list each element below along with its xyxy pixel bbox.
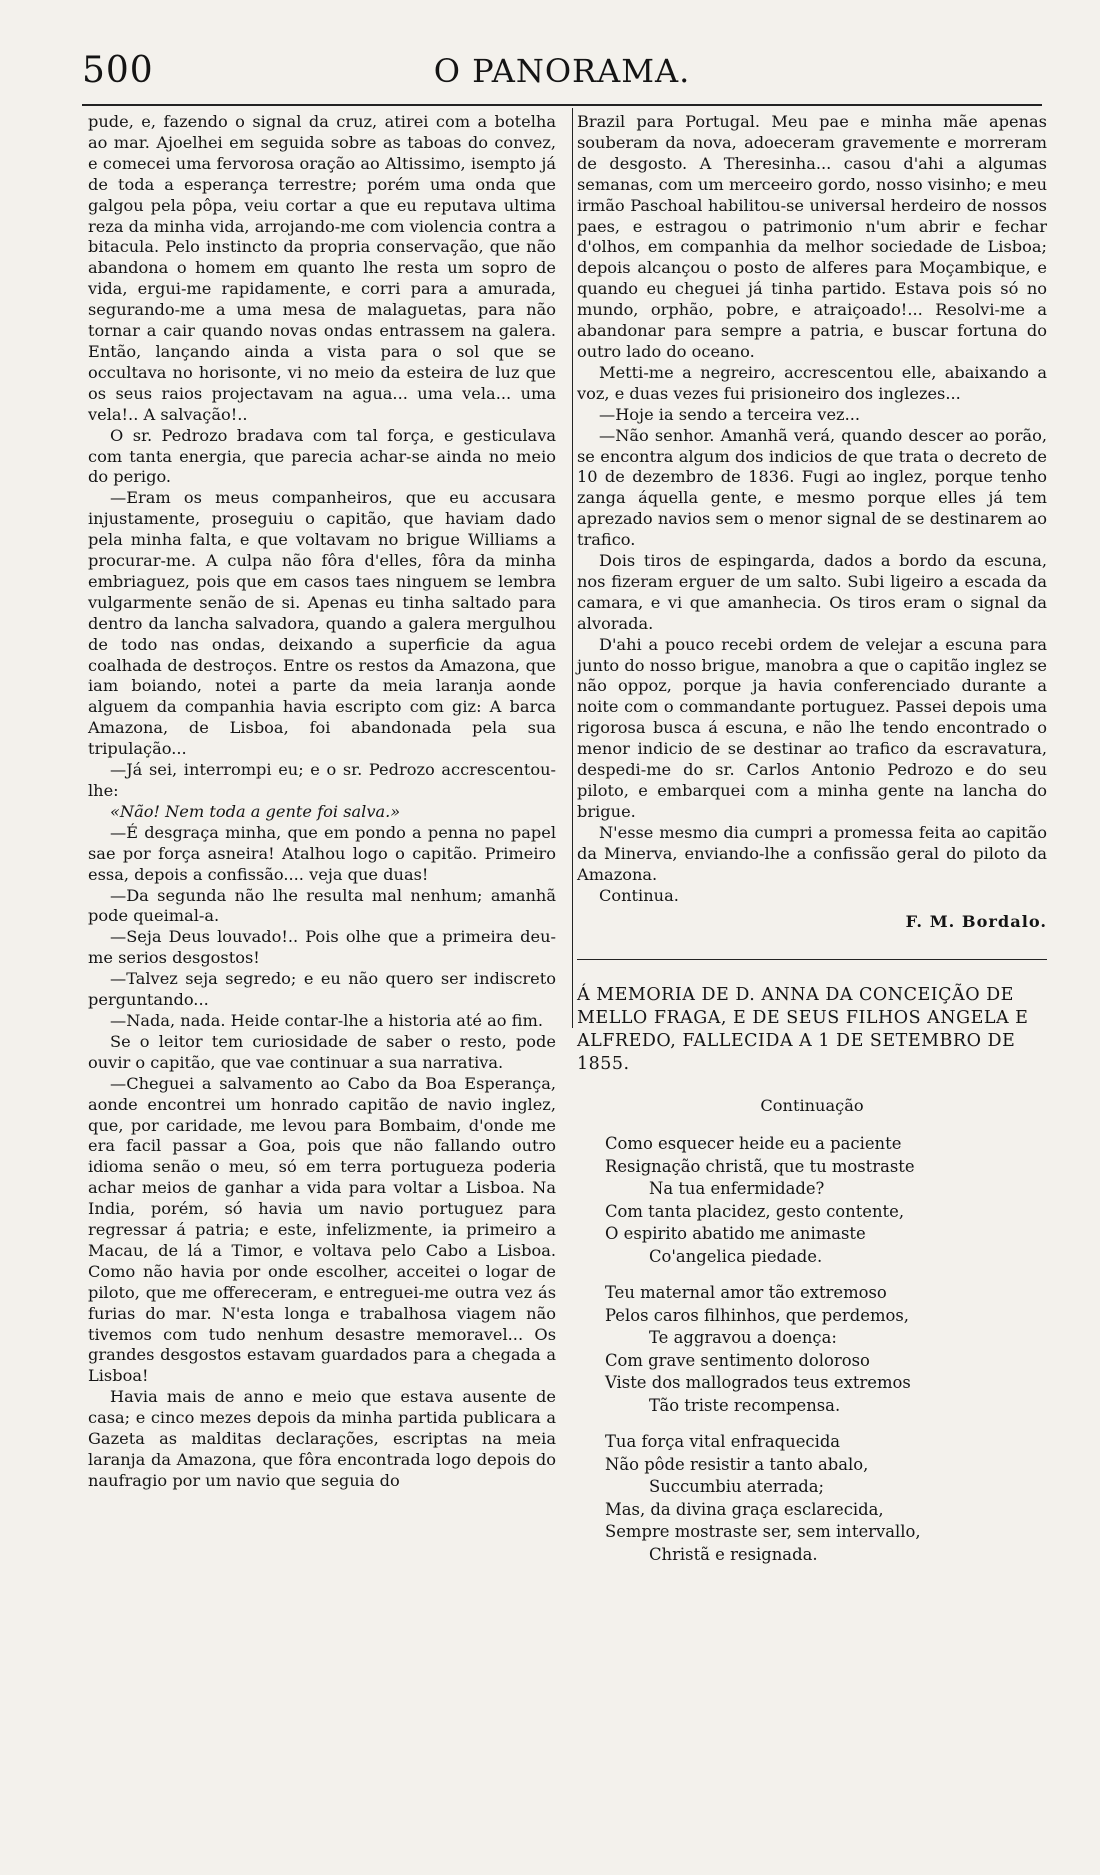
poem-line: Viste dos mallogrados teus extremos [605, 1373, 911, 1393]
poem-line: Resignação christã, que tu mostraste [605, 1156, 915, 1176]
poem-line: Christã e resignada. [649, 1544, 818, 1564]
paragraph: Metti-me a negreiro, accrescentou elle, abaixando a voz, e duas vezes fui prisioneiro dos inglezes... [577, 362, 1047, 403]
poem-line: Como esquecer heide eu a paciente [605, 1134, 902, 1154]
poem-stanza [605, 1282, 1047, 1417]
paragraph: D'ahi a pouco recebi ordem de velejar a escuna para junto do nosso brigue, manobra a que o capitão inglez se não oppoz, porque ja havia conferenciado durante a noite com o commandante portuguez. Passei depois uma rigorosa busca á escuna, e não lhe tendo encontrado o menor indicio de se destinar ao trafico da escravatura, despedi-me do sr. Carlos Antonio Pedrozo e do seu piloto, e embarquei com a minha gente na lancha do brigue. [577, 634, 1047, 821]
paragraph: —Eram os meus companheiros, que eu accusara injustamente, proseguiu o capitão, que haviam dado pela minha falta, e que voltavam no brigue Williams a procurar-me. A culpa não fôra d'elles, fôra da minha embriaguez, pois que em casos taes ninguem se lembra vulgarmente senão de si. Apenas eu tinha saltado para dentro da lancha salvadora, quando a galera mergulhou de todo nas ondas, deixando a superficie da agua coalhada de destroços. Entre os restos da Amazona, que iam boiando, notei a parte da meia laranja aonde alguem da companhia havia escripto com giz: A barca Amazona, de Lisboa, foi abandonada pela sua tripulação... [88, 488, 556, 759]
paragraph: —Já sei, interrompi eu; e o sr. Pedrozo accrescentou-lhe: [88, 760, 556, 800]
paragraph: pude, e, fazendo o signal da cruz, atirei com a botelha ao mar. Ajoelhei em seguida sobre as taboas do convez, e comecei uma fervorosa oração ao Altissimo, isempto já de toda a esperança terrestre; porém uma onda que galgou pela pôpa, veiu cortar a que eu reputava ultima reza da minha vida, arrojando-me com violencia contra a bitacula. Pelo instincto da propria conservação, que não abandona o homem em quanto lhe resta um sopro de vida, ergui-me rapidamente, e corri para a amurada, segurando-me a uma mesa de malaguetas, para não tornar a cair quando novas ondas entrassem na galera. Então, lançando ainda a vista para o sol que se occultava no horisonte, vi no meio da esteira de luz que os seus raios projectavam na agua... uma vela... uma vela!.. A salvação!.. [88, 112, 556, 424]
paragraph: Brazil para Portugal. Meu pae e minha mãe apenas souberam da nova, adoeceram gravemente e morreram de desgosto. A Theresinha... casou d'ahi a algumas semanas, com um merceeiro gordo, nosso visinho; e meu irmão Paschoal habilitou-se universal herdeiro de nossos paes, e estragou o patrimonio n'um abrir e fechar d'olhos, em companhia da melhor sociedade de Lisboa; depois alcançou o posto de alferes para Moçambique, e quando eu cheguei já tinha partido. Estava pois só no mundo, orphão, pobre, e atraiçoado!... Resolvi-me a abandonar para sempre a patria, e buscar fortuna do outro lado do oceano. [577, 112, 1047, 361]
poem-stanza [605, 1133, 1047, 1268]
poem-line: Pelos caros filhinhos, que perdemos, [605, 1305, 909, 1325]
paragraph: —Da segunda não lhe resulta mal nenhum; amanhã pode queimal-a. [88, 885, 556, 926]
poem-line: Tão triste recompensa. [649, 1395, 841, 1415]
poem-line: Sempre mostraste ser, sem intervallo, [605, 1522, 921, 1542]
paragraph: —Hoje ia sendo a terceira vez... [599, 404, 860, 424]
paragraph: Se o leitor tem curiosidade de saber o resto, pode ouvir o capitão, que vae continuar a sua narrativa. [88, 1031, 556, 1072]
paragraph: —Talvez seja segredo; e eu não quero ser indiscreto perguntando... [88, 969, 556, 1010]
poem-line: Co'angelica piedade. [649, 1246, 823, 1266]
paragraph: —Nada, nada. Heide contar-lhe a historia até ao fim. [110, 1010, 543, 1030]
publication-title: O PANORAMA. [433, 52, 691, 90]
poem-line: Na tua enfermidade? [649, 1179, 825, 1199]
poem-line: Mas, da divina graça esclarecida, [605, 1499, 884, 1519]
paragraph: O sr. Pedrozo bradava com tal força, e gesticulava com tanta energia, que parecia achar-se ainda no meio do perigo. [88, 425, 556, 487]
paragraph: Dois tiros de espingarda, dados a bordo da escuna, nos fizeram erguer de um salto. Subi ligeiro a escada da camara, e vi que amanhecia. Os tiros eram o signal da alvorada. [577, 551, 1047, 633]
poem-line: O espirito abatido me animaste [605, 1224, 866, 1244]
poem-line: Com grave sentimento doloroso [605, 1350, 870, 1370]
author-signature: F. M. Bordalo. [905, 912, 1047, 932]
poem-line: Succumbiu aterrada; [649, 1477, 825, 1497]
poem-line: Tua força vital enfraquecida [605, 1432, 841, 1452]
left-column [88, 112, 556, 1492]
paragraph: —Não senhor. Amanhã verá, quando descer ao porão, se encontra algum dos indicios de que trata o decreto de 10 de dezembro de 1836. Fugi ao inglez, porque tenho zanga áquella gente, e mesmo porque elles já tem aprezado navios sem o menor signal de se destinarem ao trafico. [577, 425, 1047, 550]
column-divider [572, 108, 573, 1028]
section-rule [577, 959, 1047, 960]
paragraph: «Não! Nem toda a gente foi salva.» [110, 801, 401, 821]
poem-subtitle: Continuação [760, 1096, 864, 1116]
right-column [577, 112, 1047, 1580]
poem-line: Não pôde resistir a tanto abalo, [605, 1454, 869, 1474]
poem-stanza [605, 1431, 1047, 1566]
poem-line: Teu maternal amor tão extremoso [605, 1283, 887, 1303]
page-number: 500 [82, 50, 154, 91]
paragraph: Havia mais de anno e meio que estava ausente de casa; e cinco mezes depois da minha partida publicara a Gazeta as malditas declarações, escriptas na meia laranja da Amazona, que fôra encontrada logo depois do naufragio por um navio que seguia do [88, 1387, 556, 1490]
paragraph: —Cheguei a salvamento ao Cabo da Boa Esperança, aonde encontrei um honrado capitão de navio inglez, que, por caridade, me levou para Bombaim, d'onde me era facil passar a Goa, pois que não fallando outro idioma senão o meu, só em terra portugueza poderia achar meios de ganhar a vida para voltar a Lisboa. Na India, porém, só havia um navio portuguez para regressar á patria; e este, infelizmente, ia primeiro a Macau, de lá a Timor, e voltava pelo Cabo a Lisboa. Como não havia por onde escolher, acceitei o logar de piloto, que me offereceram, e entreguei-me outra vez ás furias do mar. N'esta longa e trabalhosa viagem não tivemos com tudo nenhum desastre memoravel... Os grandes desgostos estavam guardados para a chegada a Lisboa! [88, 1073, 556, 1386]
poem-line: Com tanta placidez, gesto contente, [605, 1201, 905, 1221]
paragraph: —Seja Deus louvado!.. Pois olhe que a primeira deu-me serios desgostos! [88, 927, 556, 968]
poem-title: Á MEMORIA DE D. ANNA DA CONCEIÇÃO DE MELLO FRAGA, E DE SEUS FILHOS ANGELA E ALFREDO, FALLECIDA A 1 DE SETEMBRO DE 1855. [577, 985, 1029, 1075]
page-header [82, 40, 1042, 106]
paragraph: —É desgraça minha, que em pondo a penna no papel sae por força asneira! Atalhou logo o capitão. Primeiro essa, depois a confissão.... veja que duas! [88, 822, 556, 884]
poem-line: Te aggravou a doença: [649, 1328, 837, 1348]
paragraph: N'esse mesmo dia cumpri a promessa feita ao capitão da Minerva, enviando-lhe a confissão geral do piloto da Amazona. [577, 822, 1047, 884]
continua-note: Continua. [599, 885, 679, 905]
